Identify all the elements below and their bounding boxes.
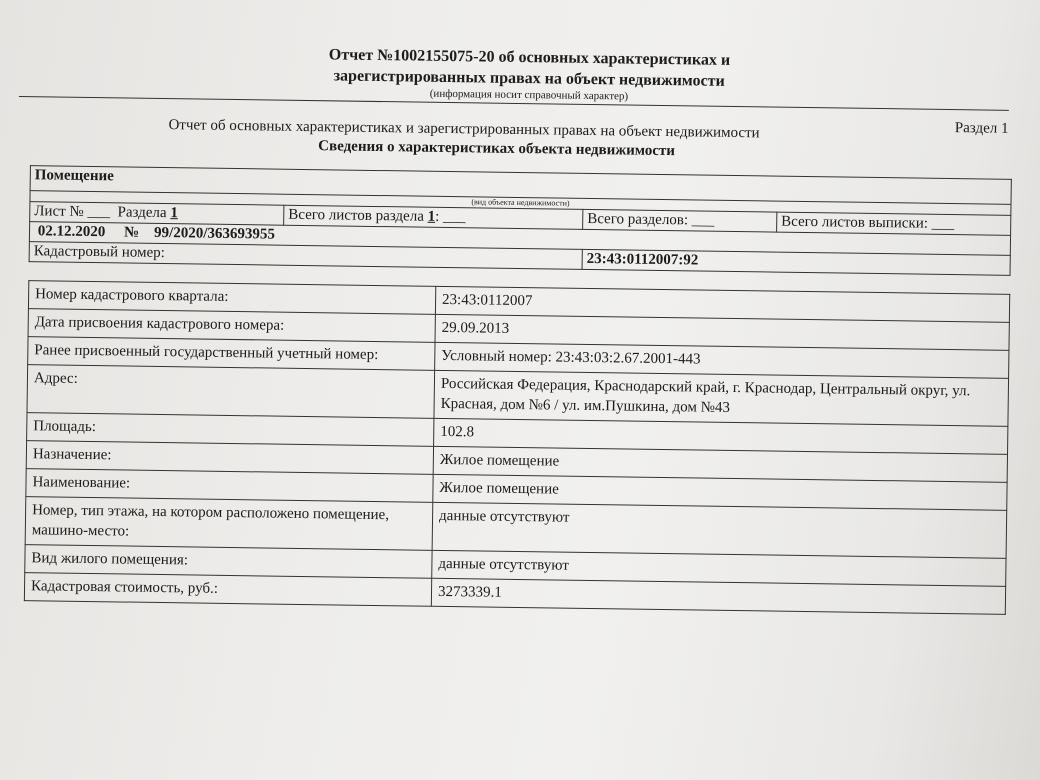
detail-value: 23:43:0112007 xyxy=(435,286,1009,322)
document-header xyxy=(18,107,1019,167)
detail-label: Наименование: xyxy=(26,469,433,503)
details-table xyxy=(24,280,1010,615)
total-sheets-tail: : ___ xyxy=(435,208,466,226)
detail-value: 3273339.1 xyxy=(431,578,1005,614)
detail-label: Вид жилого помещения: xyxy=(25,545,432,579)
detail-value: данные отсутствуют xyxy=(432,502,1007,558)
extract-number: 99/2020/363693955 xyxy=(153,224,276,243)
reference-note: (информация носит справочный характер) xyxy=(429,87,629,103)
total-sheets-value: 1 xyxy=(427,208,436,225)
report-title-line2: зарегистрированных правах на объект недвижимости xyxy=(333,67,725,90)
doc-line1: Отчет об основных характеристиках и зарегистрированных правах на объект недвижимости xyxy=(168,117,760,142)
detail-value: Жилое помещение xyxy=(433,474,1007,510)
object-kind: Помещение xyxy=(30,166,1011,205)
detail-value: данные отсутствуют xyxy=(432,550,1006,586)
detail-label: Номер кадастрового квартала: xyxy=(28,281,435,315)
doc-line2: Сведения о характеристиках объекта недвижимости xyxy=(318,138,676,160)
detail-label: Кадастровая стоимость, руб.: xyxy=(24,573,431,607)
total-sections-cell: Всего разделов: ___ xyxy=(583,209,777,232)
detail-label: Площадь: xyxy=(27,413,434,447)
object-table xyxy=(29,165,1012,276)
detail-value: Условный номер: 23:43:03:2.67.2001-443 xyxy=(435,342,1009,378)
detail-label: Адрес: xyxy=(27,365,435,419)
detail-value: Жилое помещение xyxy=(433,446,1007,482)
section-label: Раздел 1 xyxy=(954,120,1009,137)
total-sheets-label: Всего листов раздела xyxy=(288,206,425,225)
detail-label: Номер, тип этажа, на котором расположено помещение, машино-место: xyxy=(25,497,433,551)
object-kind-note: (вид объекта недвижимости) xyxy=(30,191,1011,216)
report-title-line1: Отчет №1002155075-20 об основных характеристиках и xyxy=(328,46,731,69)
cadastral-label: Кадастровый номер: xyxy=(29,242,582,270)
cadastral-value: 23:43:0112007:92 xyxy=(582,249,1010,275)
sheet-label: Лист № ___ xyxy=(34,203,111,221)
document-sheet xyxy=(12,18,1020,615)
detail-label: Дата присвоения кадастрового номера: xyxy=(28,309,435,343)
detail-value: Российская Федерация, Краснодарский край, г. Краснодар, Центральный округ, ул. Красная, дом №6 / ул. им.Пушкина, дом №43 xyxy=(434,370,1009,426)
detail-value: 29.09.2013 xyxy=(435,314,1009,350)
detail-value: 102.8 xyxy=(434,418,1008,454)
section-of-label: Раздела xyxy=(117,204,167,222)
detail-label: Назначение: xyxy=(26,441,433,475)
section-of-value: 1 xyxy=(170,205,178,222)
extract-date: 02.12.2020 xyxy=(37,223,106,241)
detail-label: Ранее присвоенный государственный учетный номер: xyxy=(28,337,435,371)
total-extract-sheets-cell: Всего листов выписки: ___ xyxy=(777,212,1011,235)
number-sign: № xyxy=(123,224,140,241)
